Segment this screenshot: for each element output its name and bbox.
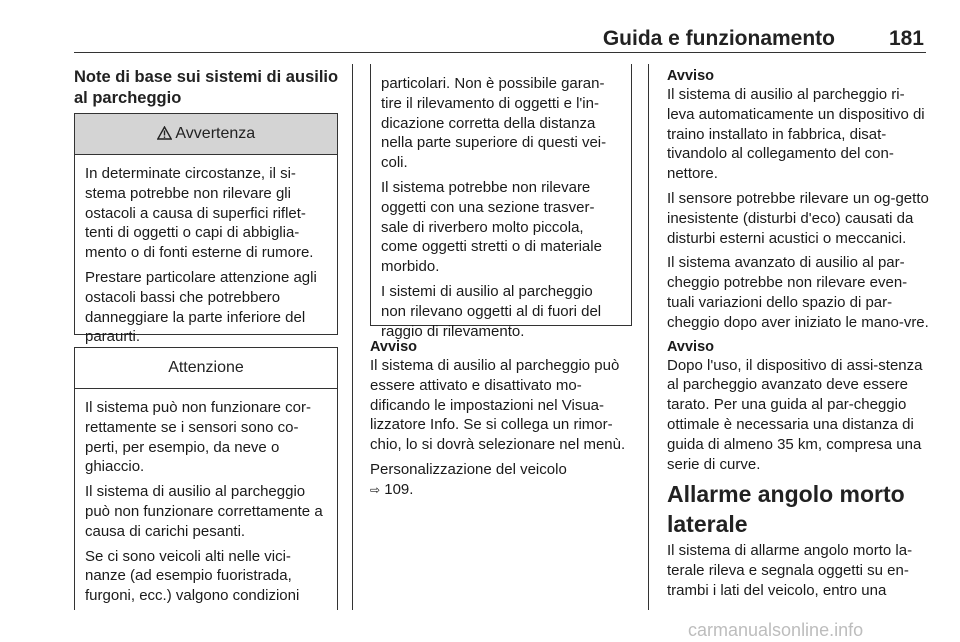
watermark: carmanualsonline.info xyxy=(688,620,864,640)
page-reference-icon: ⇨ xyxy=(370,482,381,497)
body-paragraph: Il sistema di allarme angolo morto la-terale rileva e segnala oggetti su en-trambi i lati del veicolo, entro una xyxy=(667,542,913,599)
caution-paragraph-2: Il sistema di ausilio al parcheggio può non funzionare correttamente a causa di carichi pesanti. xyxy=(85,483,323,540)
caution-cont-paragraph-3: I sistemi di ausilio al parcheggio non rilevano oggetti al di fuori del raggio di rilevamento. xyxy=(381,282,602,340)
caution-box xyxy=(74,347,338,610)
note-paragraph-4: Dopo l'uso, il dispositivo di assi-stenza al parcheggio avanzato deve essere tarato. Per una guida al par-cheggio ottimale è necessaria una distanza di guida di almeno 35 km, compresa una serie di curve. xyxy=(667,356,923,473)
warning-paragraph-2: Prestare particolare attenzione agli ostacoli bassi che potrebbero danneggiare la parte inferiore del paraurti. xyxy=(85,268,317,346)
warning-paragraph-1: In determinate circostanze, il si-stema potrebbe non rilevare gli ostacoli a causa di superfici riflet-tenti di oggetti o capi di abbiglia-mento o di fonti esterne di rumore. xyxy=(85,165,314,262)
column-divider-2 xyxy=(648,64,649,610)
section-heading-blind-spot: Allarme angolo morto laterale xyxy=(667,481,905,538)
running-header-title: Guida e funzionamento xyxy=(602,27,835,50)
column-divider-1 xyxy=(352,64,353,610)
caution-paragraph-1: Il sistema può non funzionare cor-rettamente se i sensori sono co-perti, per esempio, da neve o ghiaccio. xyxy=(85,399,311,476)
note-paragraph-2: Il sensore potrebbe rilevare un og-getto inesistente (disturbi d'eco) causati da disturbi esterni acustici o meccanici. xyxy=(667,189,929,247)
caution-cont-paragraph-1: particolari. Non è possibile garan-tire il rilevamento di oggetti e l'in-dicazione corretta della distanza nella parte superiore di questi vei-coli. xyxy=(381,75,607,172)
caution-box-header: Attenzione xyxy=(75,348,337,389)
section-heading: Note di base sui sistemi di ausilio al parcheggio xyxy=(74,68,339,107)
warning-box xyxy=(74,113,338,346)
note-paragraph-3: Il sistema avanzato di ausilio al par-cheggio potrebbe non rilevare even-tuali variazioni dello spazio di par-cheggio dopo aver iniziato le mano-vre. xyxy=(667,254,929,331)
note-label: Avviso xyxy=(370,339,418,355)
caution-box-continued xyxy=(370,64,632,340)
middle-notes xyxy=(370,338,632,506)
cross-reference[interactable] xyxy=(370,460,632,501)
caution-paragraph-3: Se ci sono veicoli alti nelle vici-nanze (ad esempio fuoristrada, furgoni, ecc.) valgono condizioni xyxy=(85,547,300,605)
warning-triangle-icon xyxy=(157,125,176,142)
cross-reference-text: Personalizzazione del veicolo xyxy=(370,460,567,478)
right-column xyxy=(667,67,929,606)
warning-box-header xyxy=(75,114,337,155)
note-label: Avviso xyxy=(667,68,715,84)
page-number: 181 xyxy=(888,27,924,50)
note-paragraph-1: Il sistema di ausilio al parcheggio ri-leva automaticamente un dispositivo di traino installato in fabbrica, disat-tivandolo al collegamento del con-nettore. xyxy=(667,86,925,183)
warning-title: Avvertenza xyxy=(175,125,256,142)
cross-reference-page: 109. xyxy=(384,480,414,498)
caution-cont-paragraph-2: Il sistema potrebbe non rilevare oggetti con una sezione trasver-sale di riverbero molto piccola, come oggetti stretti o di materiale morbido. xyxy=(381,178,602,276)
note-label: Avviso xyxy=(667,338,715,355)
header-rule xyxy=(74,52,926,53)
note-text: Il sistema di ausilio al parcheggio può essere attivato e disattivato mo-dificando le impostazioni nel Visua-lizzatore Info. Se si collega un rimor-chio, lo si dovrà selezionare nel menù. xyxy=(370,357,626,454)
